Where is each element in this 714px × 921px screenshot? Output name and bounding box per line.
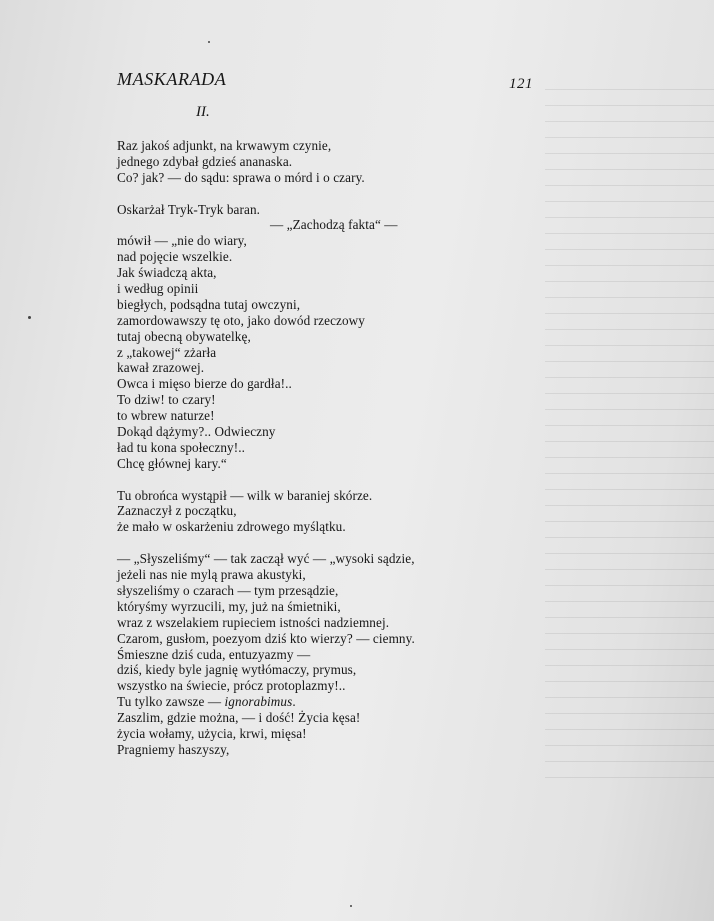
- poem-line: Dokąd dążymy?.. Odwieczny: [117, 424, 276, 440]
- poem-line: Zaszlim, gdzie można, — i dość! Życia kęsa!: [117, 710, 361, 726]
- poem-line: Oskarżał Tryk-Tryk baran.: [117, 201, 261, 217]
- poem-line: to wbrew naturze!: [117, 408, 215, 424]
- poem-line: życia wołamy, użycia, krwi, mięsa!: [117, 725, 307, 741]
- poem-line: Owca i mięso bierze do gardła!..: [117, 376, 292, 392]
- poem-line: że mało w oskarżeniu zdrowego myślątku.: [117, 519, 346, 535]
- running-title: MASKARADA: [117, 69, 227, 89]
- poem-line: biegłych, podsądna tutaj owczyni,: [117, 296, 301, 312]
- poem-line: wraz z wszelakiem rupieciem istności nadziemnej.: [117, 614, 390, 630]
- poem-line: Chcę głównej kary.“: [117, 455, 227, 471]
- poem-line: Jak świadczą akta,: [117, 265, 217, 281]
- poem-line: Czarom, gusłom, poezyom dziś kto wierzy? — ciemny.: [117, 630, 415, 646]
- poem-line: któryśmy wyrzucili, my, już na śmietniki,: [117, 598, 341, 614]
- paper-speck: [350, 905, 352, 907]
- poem-line: Śmieszne dziś cuda, entuzyazmy —: [117, 646, 311, 662]
- poem-line: Tu obrońca wystąpił — wilk w baraniej skórze.: [117, 487, 373, 503]
- poem-line: Pragniemy haszyszy,: [117, 741, 230, 757]
- poem-line: kawał zrazowej.: [117, 360, 205, 376]
- poem-line: jeżeli nas nie mylą prawa akustyki,: [117, 567, 306, 583]
- paper-speck: [28, 316, 31, 319]
- show-through-text: [545, 80, 714, 780]
- section-number: II.: [196, 104, 210, 120]
- poem-line: To dziw! to czary!: [117, 392, 216, 408]
- page-number: 121: [509, 76, 533, 92]
- poem-line: dziś, kiedy byle jagnię wytłómaczy, prymus,: [117, 662, 357, 678]
- italic-term: ignorabimus: [224, 694, 293, 710]
- poem-line: nad pojęcie wszelkie.: [117, 249, 233, 265]
- poem-line: Tu tylko zawsze — ignorabimus.: [117, 694, 296, 710]
- poem-line: słyszeliśmy o czarach — tym przesądzie,: [117, 582, 339, 598]
- poem-body: [117, 138, 457, 758]
- poem-line: wszystko na świecie, prócz protoplazmy!..: [117, 678, 346, 694]
- poem-line: zamordowawszy tę oto, jako dowód rzeczowy: [117, 312, 365, 328]
- poem-line: — „Zachodzą fakta“ —: [270, 217, 398, 233]
- poem-line: tutaj obecną obywatelkę,: [117, 328, 251, 344]
- poem-line: Zaznaczył z początku,: [117, 503, 237, 519]
- stanza-break: [117, 472, 457, 488]
- stanza-break: [117, 186, 457, 202]
- poem-line: z „takowej“ zżarła: [117, 344, 217, 360]
- poem-line: ład tu kona społeczny!..: [117, 439, 246, 455]
- poem-line: mówił — „nie do wiary,: [117, 233, 247, 249]
- poem-line: — „Słyszeliśmy“ — tak zaczął wyć — „wysoki sądzie,: [117, 551, 415, 567]
- poem-line: Raz jakoś adjunkt, na krwawym czynie,: [117, 138, 332, 153]
- poem-line: Co? jak? — do sądu: sprawa o mórd i o czary.: [117, 169, 365, 185]
- poem-line: jednego zdybał gdzieś ananaska.: [117, 153, 293, 169]
- poem-line: i według opinii: [117, 281, 199, 297]
- paper-speck: [208, 41, 210, 43]
- stanza-break: [117, 535, 457, 551]
